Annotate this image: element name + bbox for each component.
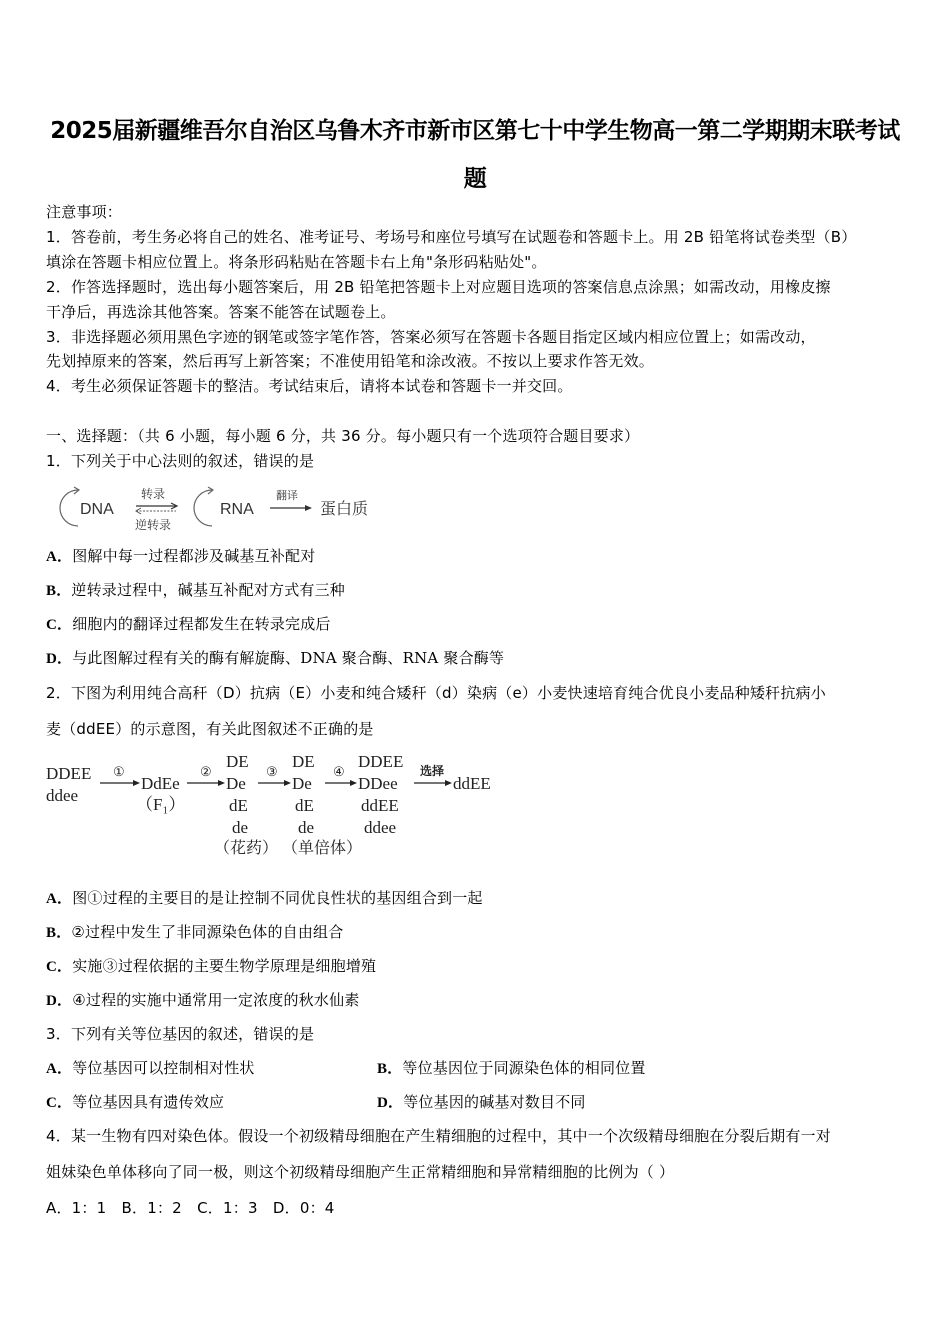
anther-label: （花药） [214, 840, 279, 857]
document-title-line-1: 2025届新疆维吾尔自治区乌鲁木齐市新市区第七十中学生物高一第二学期期末联考试 [50, 118, 900, 144]
diploid: DDEE [358, 752, 404, 771]
haploid-label: （单倍体） [282, 840, 363, 857]
question-2-option-d[interactable]: D．④过程的实施中通常用一定浓度的秋水仙素 [46, 991, 360, 1009]
question-1-option-c[interactable]: C．细胞内的翻译过程都发生在转录完成后 [46, 615, 331, 633]
f1-genotype: DdEe [141, 774, 180, 793]
translation-arrow-icon [305, 505, 312, 511]
question-3-option-a[interactable]: A．等位基因可以控制相对性状 [46, 1059, 255, 1077]
question-2-option-a[interactable]: A．图①过程的主要目的是让控制不同优良性状的基因组合到一起 [46, 889, 483, 907]
protein-label: 蛋白质 [320, 501, 369, 518]
breeding-process-diagram [44, 752, 514, 860]
question-3-option-c[interactable]: C．等位基因具有遗传效应 [46, 1093, 225, 1111]
step-1-marker: ① [113, 764, 125, 779]
question-3-option-b[interactable]: B．等位基因位于同源染色体的相同位置 [377, 1059, 646, 1077]
notice-heading: 注意事项： [46, 203, 123, 221]
notice-line: 1．答卷前，考生务必将自己的姓名、准考证号、考场号和座位号填写在试题卷和答题卡上。用 2B 铅笔将试卷类型（B） [46, 228, 857, 246]
diploid: ddEE [361, 796, 399, 815]
question-1-option-a[interactable]: A．图解中每一过程都涉及碱基互补配对 [46, 547, 316, 565]
reverse-transcription-label: 逆转录 [135, 518, 172, 532]
question-1-option-d[interactable]: D．与此图解过程有关的酶有解旋酶、DNA 聚合酶、RNA 聚合酶等 [46, 649, 505, 667]
notice-line: 填涂在答题卡相应位置上。将条形码粘贴在答题卡右上角"条形码粘贴处"。 [46, 253, 547, 271]
arrow-icon [350, 780, 357, 786]
diploid: ddee [364, 818, 397, 837]
question-3-option-d[interactable]: D．等位基因的碱基对数目不同 [377, 1093, 586, 1111]
parent-ddee-upper: DDEE [46, 764, 92, 783]
notice-line: 2．作答选择题时，选出每小题答案后，用 2B 铅笔把答题卡上对应题目选项的答案信息点涂黑；如需改动，用橡皮擦 [46, 278, 831, 296]
question-1-option-b[interactable]: B．逆转录过程中，碱基互补配对方式有三种 [46, 581, 346, 599]
question-4-stem-line-2: 姐妹染色单体移向了同一极，则这个初级精母细胞产生正常精细胞和异常精细胞的比例为（ ） [46, 1163, 675, 1181]
step-3-marker: ③ [266, 764, 278, 779]
central-dogma-diagram [44, 484, 384, 534]
haploid: dE [295, 796, 314, 815]
arrow-icon [284, 780, 291, 786]
dna-label: DNA [80, 501, 114, 518]
dna-self-replication-arrow-icon [60, 490, 78, 526]
question-4-options[interactable]: A．1：1 B．1：2 C．1：3 D．0：4 [46, 1199, 335, 1217]
step-4-marker: ④ [333, 764, 345, 779]
step-2-marker: ② [200, 764, 212, 779]
question-2-stem-line-1: 2．下图为利用纯合高秆（D）抗病（E）小麦和纯合矮秆（d）染病（e）小麦快速培育纯合优良小麦品种矮秆抗病小 [46, 684, 826, 702]
arrow-icon [133, 780, 140, 786]
arrow-icon [218, 780, 225, 786]
diploid: DDee [358, 774, 398, 793]
question-2-stem-line-2: 麦（ddEE）的示意图，有关此图叙述不正确的是 [46, 720, 374, 738]
notice-line: 干净后，再选涂其他答案。答案不能答在试题卷上。 [46, 303, 396, 321]
gamete: DE [226, 752, 249, 771]
gamete: de [232, 818, 249, 837]
notice-line: 3．非选择题必须用黑色字迹的钢笔或签字笔作答，答案必须写在答题卡各题目指定区域内相应位置上；如需改动， [46, 328, 816, 346]
haploid: De [292, 774, 312, 793]
select-label: 选择 [420, 764, 445, 778]
document-title-line-2: 题 [463, 166, 487, 192]
question-2-option-c[interactable]: C．实施③过程依据的主要生物学原理是细胞增殖 [46, 957, 377, 975]
parent-ddee-lower: ddee [46, 786, 79, 805]
result-genotype: ddEE [453, 774, 491, 793]
question-1-stem: 1．下列关于中心法则的叙述，错误的是 [46, 452, 315, 470]
rna-self-replication-arrow-icon [194, 490, 212, 526]
haploid: de [298, 818, 315, 837]
haploid: DE [292, 752, 315, 771]
gamete: De [226, 774, 246, 793]
notice-line: 先划掉原来的答案，然后再写上新答案；不准使用铅笔和涂改液。不按以上要求作答无效。 [46, 352, 655, 370]
question-2-option-b[interactable]: B．②过程中发生了非同源染色体的自由组合 [46, 923, 344, 941]
question-3-stem: 3．下列有关等位基因的叙述，错误的是 [46, 1025, 315, 1043]
section-heading: 一、选择题：（共 6 小题，每小题 6 分，共 36 分。每小题只有一个选项符合题目要求） [46, 427, 640, 445]
notice-line: 4．考生必须保证答题卡的整洁。考试结束后，请将本试卷和答题卡一并交回。 [46, 377, 573, 395]
translation-label: 翻译 [276, 490, 298, 502]
rna-label: RNA [220, 501, 254, 518]
transcription-label: 转录 [141, 487, 166, 501]
f1-label: （F₁） [136, 795, 186, 814]
arrow-icon [445, 780, 452, 786]
question-4-stem-line-1: 4．某一生物有四对染色体。假设一个初级精母细胞在产生精细胞的过程中，其中一个次级精母细胞在分裂后期有一对 [46, 1127, 831, 1145]
gamete: dE [229, 796, 248, 815]
